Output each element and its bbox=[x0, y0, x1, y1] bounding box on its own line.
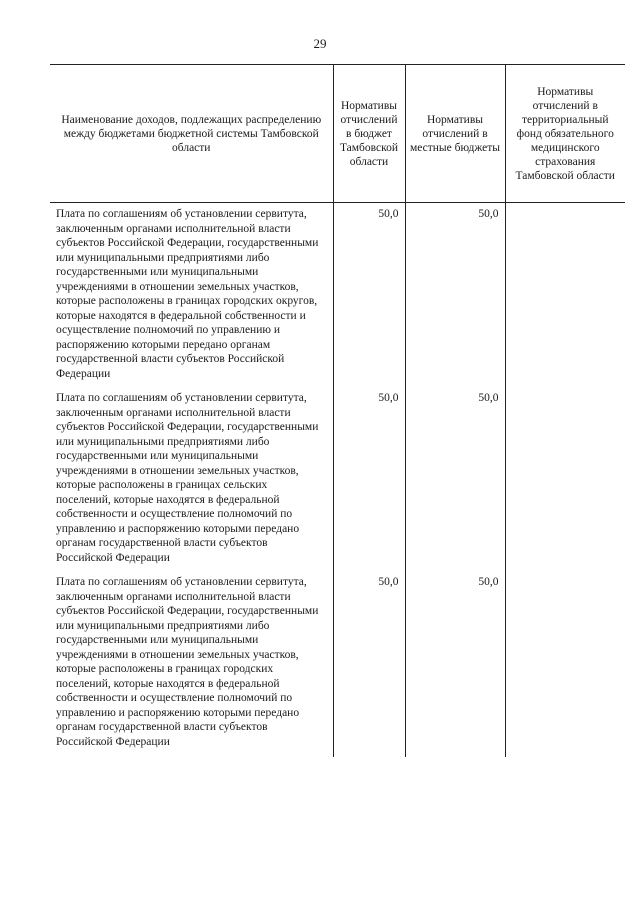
table-row bbox=[50, 573, 625, 757]
fund-norm-cell bbox=[505, 389, 625, 573]
local-norm-cell: 50,0 bbox=[405, 203, 505, 390]
fund-norm-cell bbox=[505, 573, 625, 757]
regional-norm-cell: 50,0 bbox=[333, 573, 405, 757]
header-regional-norm: Нормативы отчислений в бюджет Тамбовской области bbox=[333, 65, 405, 203]
revenue-norms-table bbox=[50, 64, 625, 757]
fund-norm-cell bbox=[505, 203, 625, 390]
local-norm-cell: 50,0 bbox=[405, 573, 505, 757]
table-header bbox=[50, 65, 625, 203]
page-number: 29 bbox=[313, 36, 327, 51]
revenue-name-cell: Плата по соглашениям об установлении сервитута, заключенным органами исполнительной власти субъектов Российской Федерации, государственными или муниципальными предприятиями либо государственными или муниципальными учреждениями в отношении земельных участков, которые расположены в границах городских округов, которые находятся в федеральной собственности и осуществление полномочий по управлению и распоряжению которыми передано органам государственной власти субъектов Российской Федерации bbox=[56, 208, 319, 380]
revenue-name-cell: Плата по соглашениям об установлении сервитута, заключенным органами исполнительной власти субъектов Российской Федерации, государственными или муниципальными предприятиями либо государственными или муниципальными учреждениями в отношении земельных участков, которые расположены в границах сельских поселений, которые находятся в федеральной собственности и осуществление полномочий по управлению и распоряжению которыми передано органам государственной власти субъектов Российской Федерации bbox=[56, 392, 319, 564]
revenue-name-cell: Плата по соглашениям об установлении сервитута, заключенным органами исполнительной власти субъектов Российской Федерации, государственными или муниципальными предприятиями либо государственными или муниципальными учреждениями в отношении земельных участков, которые расположены в границах городских поселений, которые находятся в федеральной собственности и осуществление полномочий по управлению и распоряжению которыми передано органам государственной власти субъектов Российской Федерации bbox=[56, 576, 319, 748]
regional-norm-cell: 50,0 bbox=[333, 203, 405, 390]
header-revenue-name: Наименование доходов, подлежащих распределению между бюджетами бюджетной системы Тамбовской области bbox=[50, 65, 333, 203]
local-norm-cell: 50,0 bbox=[405, 389, 505, 573]
regional-norm-cell: 50,0 bbox=[333, 389, 405, 573]
table-body bbox=[50, 203, 625, 758]
table-row bbox=[50, 203, 625, 390]
table-row bbox=[50, 389, 625, 573]
header-fund-norm: Нормативы отчислений в территориальный фонд обязательного медицинского страхования Тамбовской области bbox=[505, 65, 625, 203]
header-local-norm: Нормативы отчислений в местные бюджеты bbox=[405, 65, 505, 203]
